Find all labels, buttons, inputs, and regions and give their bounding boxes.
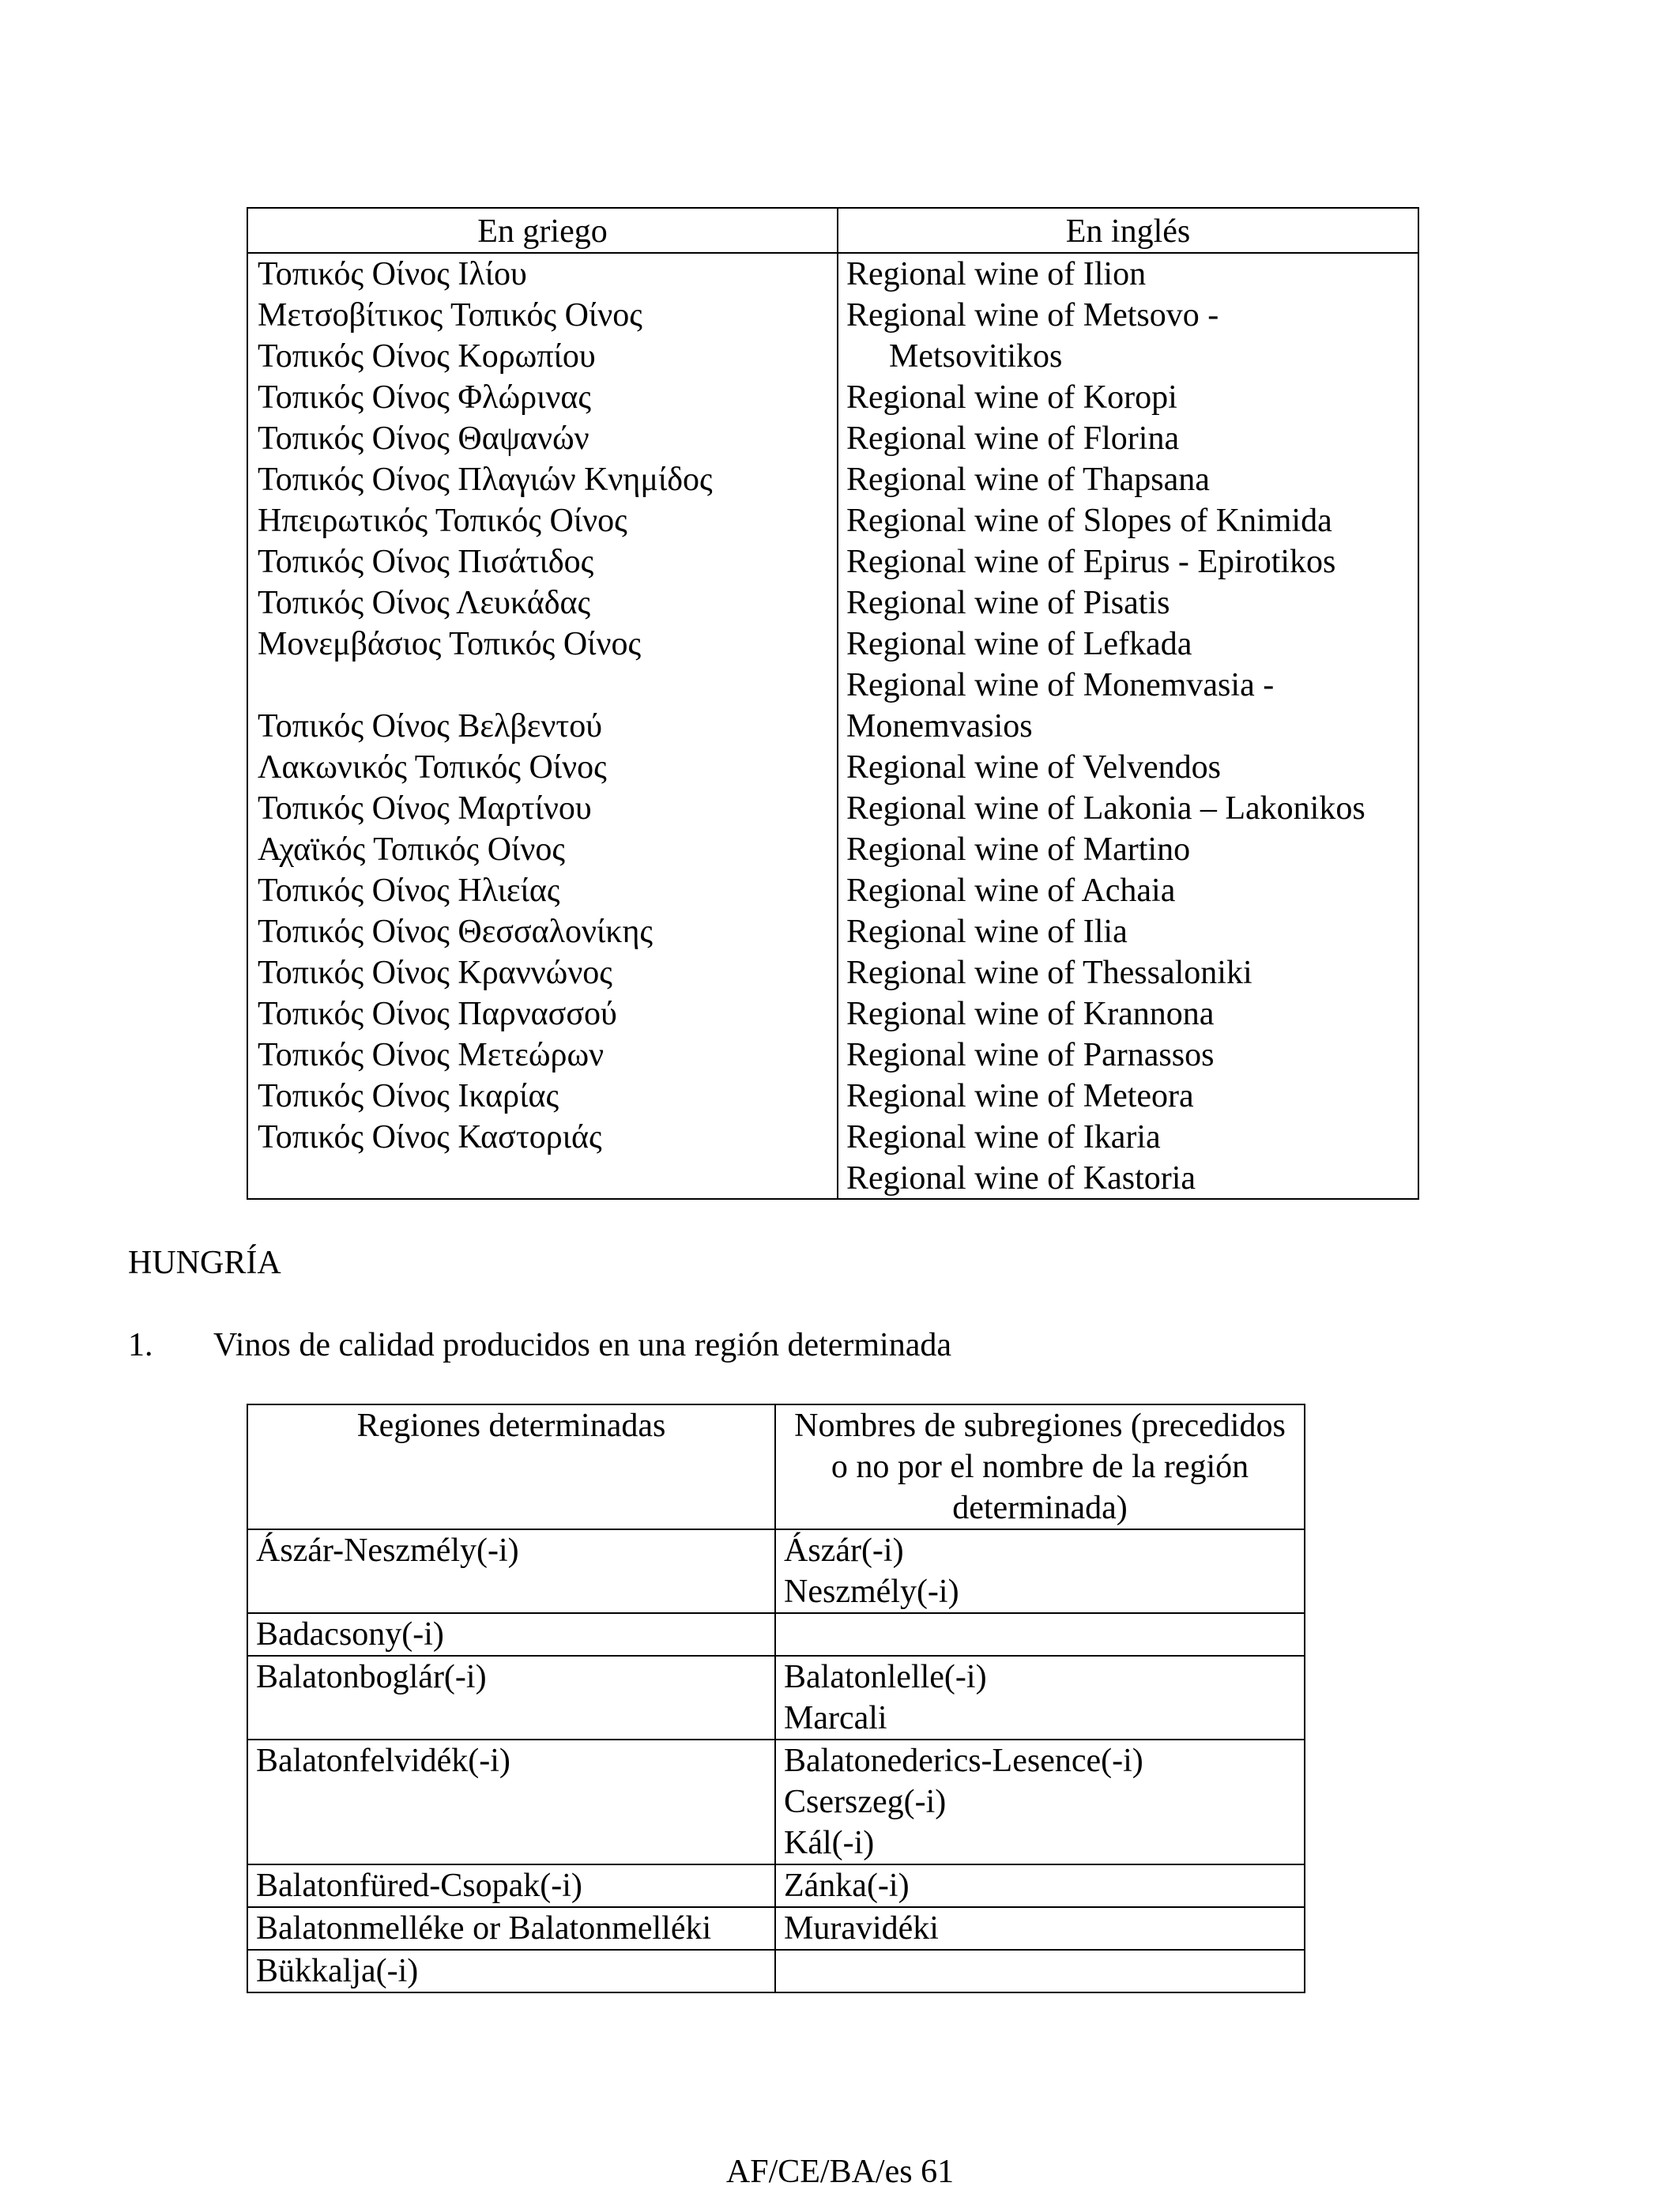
subregion-cell: [775, 1613, 1305, 1656]
english-name: Regional wine of Krannona: [846, 996, 1215, 1032]
subregion-name: Muravidéki: [784, 1910, 939, 1947]
region-cell: Badacsony(-i): [247, 1613, 775, 1656]
greek-name: Τοπικός Οίνος Ηλιείας: [258, 873, 560, 909]
subregion-name: Ászár(-i): [784, 1532, 904, 1569]
english-names-column: [846, 254, 1365, 1199]
region-cell: Bükkalja(-i): [247, 1950, 775, 1992]
greek-name: Τοπικός Οίνος Ικαρίας: [258, 1078, 559, 1114]
english-name: Regional wine of Epirus - Epirotikos: [846, 544, 1336, 580]
subregion-cell: [775, 1907, 1305, 1950]
subregion-name: Zánka(-i): [784, 1868, 910, 1904]
english-name: Regional wine of Florina: [846, 420, 1180, 457]
subregion-name: Neszmély(-i): [784, 1574, 959, 1610]
subregion-cell: [775, 1529, 1305, 1613]
header-english: En inglés: [1065, 213, 1191, 250]
greek-name: Τοπικός Οίνος Πλαγιών Κνημίδος: [258, 462, 713, 498]
table-row: [247, 1529, 1305, 1613]
section-number: 1.: [128, 1327, 153, 1363]
greek-name: Λακωνικός Τοπικός Οίνος: [258, 749, 607, 786]
column-divider: [837, 209, 838, 1198]
english-name: Regional wine of Ilia: [846, 914, 1128, 950]
greek-name: Τοπικός Οίνος Ιλίου: [258, 256, 527, 292]
table-row: [247, 1950, 1305, 1992]
english-name: Regional wine of Ilion: [846, 256, 1147, 292]
header-greek: En griego: [477, 213, 608, 250]
table-row: [247, 1864, 1305, 1907]
greek-name: Τοπικός Οίνος Πισάτιδος: [258, 544, 594, 580]
greek-name: Τοπικός Οίνος Βελβεντού: [258, 708, 603, 745]
english-name: Metsovitikos: [889, 338, 1063, 375]
table-row: [247, 1907, 1305, 1950]
greek-name: Ηπειρωτικός Τοπικός Οίνος: [258, 503, 627, 539]
subregion-cell: [775, 1950, 1305, 1992]
table-row: [247, 1656, 1305, 1740]
english-name: Regional wine of Slopes of Knimida: [846, 503, 1332, 539]
greek-names-column: [258, 254, 713, 1158]
english-name: Regional wine of Monemvasia -: [846, 667, 1275, 703]
english-name: Regional wine of Thapsana: [846, 462, 1210, 498]
subregion-cell: [775, 1656, 1305, 1740]
english-name: Monemvasios: [846, 708, 1033, 745]
hungary-regions-table: [247, 1404, 1305, 1993]
region-cell: Balatonboglár(-i): [247, 1656, 775, 1740]
region-cell: Balatonmelléke or Balatonmelléki: [247, 1907, 775, 1950]
subregion-name: Cserszeg(-i): [784, 1784, 947, 1820]
region-cell: Ászár-Neszmély(-i): [247, 1529, 775, 1613]
english-name: Regional wine of Ikaria: [846, 1119, 1161, 1155]
english-name: Regional wine of Thessaloniki: [846, 955, 1252, 991]
english-name: Regional wine of Pisatis: [846, 585, 1170, 621]
header-regions: Regiones determinadas: [247, 1404, 775, 1529]
header-subregions: Nombres de subregiones (precedidos o no por el nombre de la región determinada): [775, 1404, 1305, 1529]
table-header-row: [247, 1404, 1305, 1529]
greek-name: Τοπικός Οίνος Μαρτίνου: [258, 790, 592, 827]
subregion-cell: [775, 1864, 1305, 1907]
english-name: Regional wine of Meteora: [846, 1078, 1194, 1114]
greek-name: Τοπικός Οίνος Καστοριάς: [258, 1119, 602, 1155]
greek-name: Μονεμβάσιος Τοπικός Οίνος: [258, 626, 642, 662]
english-name: Regional wine of Lefkada: [846, 626, 1192, 662]
region-cell: Balatonfelvidék(-i): [247, 1740, 775, 1864]
table-row: [247, 1613, 1305, 1656]
greek-name: Τοπικός Οίνος Κραννώνος: [258, 955, 612, 991]
subregion-name: Balatonlelle(-i): [784, 1659, 987, 1695]
greek-name: Τοπικός Οίνος Παρνασσού: [258, 996, 617, 1032]
table-row: [247, 1740, 1305, 1864]
subregion-name: Balatonederics-Lesence(-i): [784, 1743, 1143, 1779]
english-name: Regional wine of Lakonia – Lakonikos: [846, 790, 1365, 827]
subregion-cell: [775, 1740, 1305, 1864]
region-cell: Balatonfüred-Csopak(-i): [247, 1864, 775, 1907]
english-name: Regional wine of Achaia: [846, 873, 1176, 909]
greek-name: Τοπικός Οίνος Μετεώρων: [258, 1037, 605, 1073]
subregion-name: Marcali: [784, 1700, 887, 1736]
english-name: Regional wine of Parnassos: [846, 1037, 1215, 1073]
section-title: Vinos de calidad producidos en una región determinada: [213, 1327, 952, 1363]
english-name: Regional wine of Martino: [846, 831, 1191, 868]
english-name: Regional wine of Velvendos: [846, 749, 1221, 786]
greek-name: Τοπικός Οίνος Θαψανών: [258, 420, 590, 457]
greek-name: Τοπικός Οίνος Φλώρινας: [258, 379, 591, 416]
greek-name: Τοπικός Οίνος Κορωπίου: [258, 338, 596, 375]
country-heading: HUNGRÍA: [128, 1245, 281, 1281]
english-name: Regional wine of Koropi: [846, 379, 1177, 416]
greek-name: Μετσοβίτικος Τοπικός Οίνος: [258, 297, 642, 334]
page-footer: AF/CE/BA/es 61: [725, 2154, 955, 2190]
subregion-name: Kál(-i): [784, 1825, 875, 1861]
greek-name: Αχαϊκός Τοπικός Οίνος: [258, 831, 565, 868]
greek-wine-table: [247, 207, 1419, 1200]
english-name: Regional wine of Metsovo -: [846, 297, 1219, 334]
greek-name: [258, 665, 713, 706]
greek-name: Τοπικός Οίνος Θεσσαλονίκης: [258, 914, 654, 950]
english-name: Regional wine of Kastoria: [846, 1160, 1196, 1197]
greek-name: Τοπικός Οίνος Λευκάδας: [258, 585, 591, 621]
